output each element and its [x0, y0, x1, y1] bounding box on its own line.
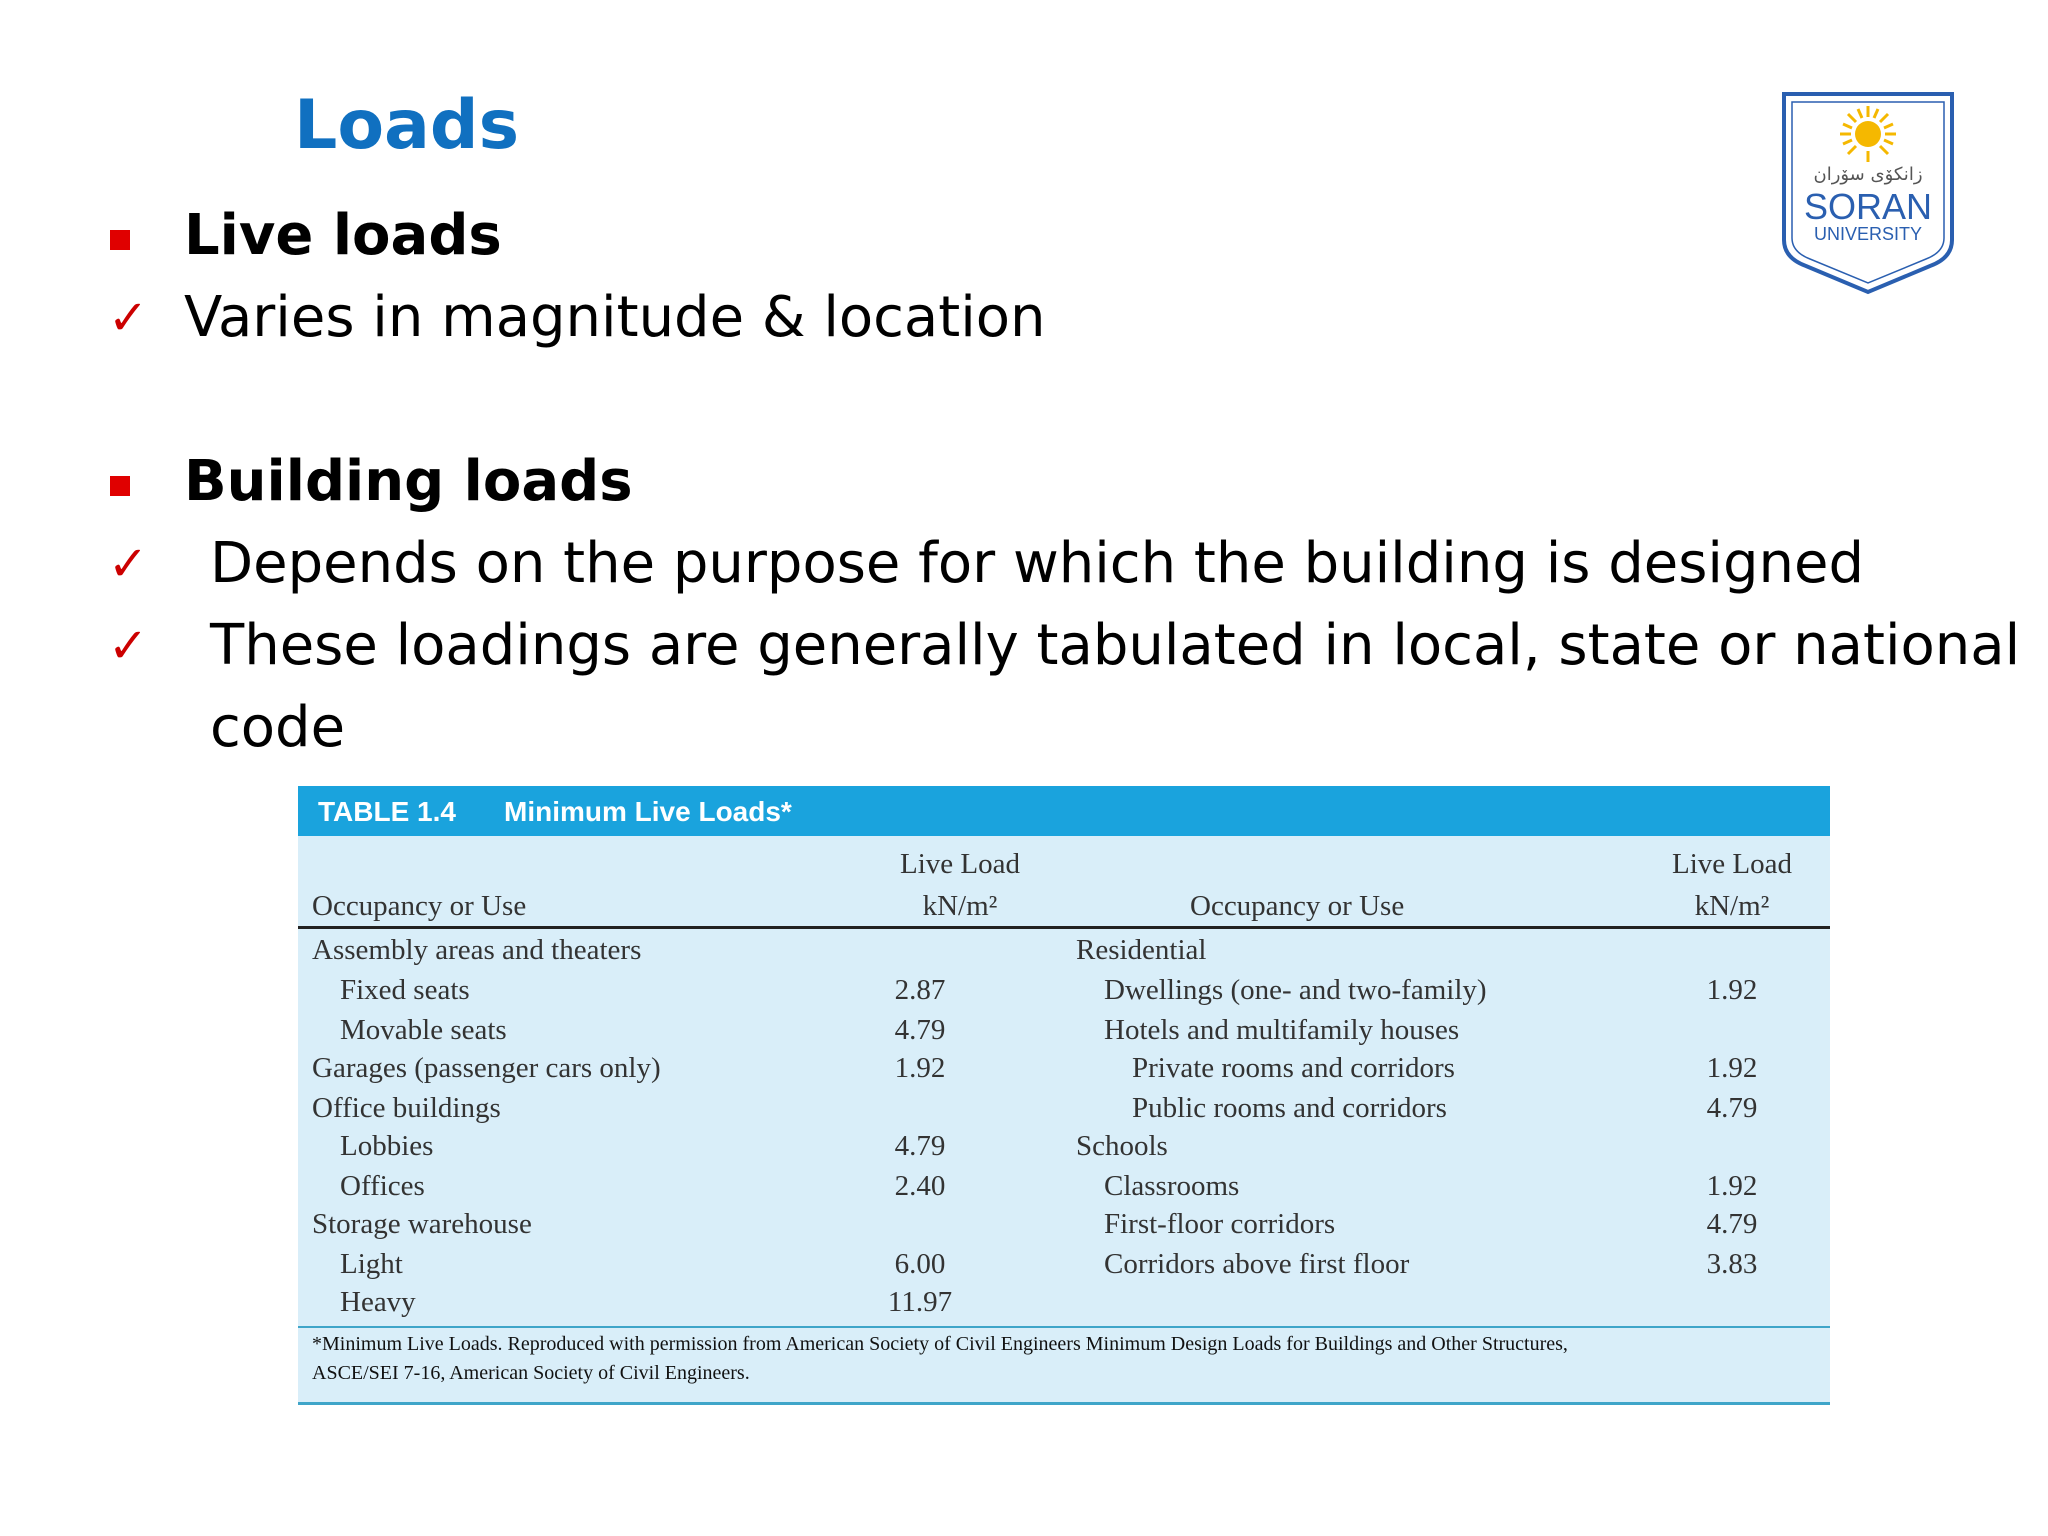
table-row-label: Hotels and multifamily houses — [1104, 1014, 1460, 1046]
col-header-occupancy-left: Occupancy or Use — [312, 890, 527, 922]
sun-icon — [1840, 106, 1896, 162]
table-row-value: 1.92 — [1706, 1170, 1758, 1202]
table-row-value: 4.79 — [1706, 1092, 1758, 1124]
table-row-label: Heavy — [340, 1286, 416, 1318]
table-number: TABLE 1.4 — [318, 796, 456, 827]
logo-arabic-text: زانكۆی سۆران — [1813, 164, 1923, 185]
table-row-label: Lobbies — [340, 1130, 434, 1162]
table-header-bar — [298, 786, 1830, 836]
bullet-text: Building loads — [184, 449, 633, 514]
col-header-occupancy-right: Occupancy or Use — [1190, 890, 1405, 922]
square-bullet-icon — [110, 476, 130, 496]
table-row-value: 11.97 — [887, 1286, 953, 1318]
table-row-value: 1.92 — [1706, 974, 1758, 1006]
table-row-label: Corridors above first floor — [1104, 1248, 1410, 1280]
table-row-label: Storage warehouse — [312, 1208, 532, 1240]
slide-title: Loads — [294, 86, 520, 165]
checkmark-icon: ✓ — [108, 290, 149, 346]
table-row-value: 4.79 — [1706, 1208, 1758, 1240]
table-row-value: 6.00 — [894, 1248, 946, 1280]
col-header-live-load-right: Live Load — [1672, 848, 1792, 880]
col-header-unit-left: kN/m² — [922, 890, 998, 922]
footnote-line: ASCE/SEI 7-16, American Society of Civil Engineers. — [312, 1362, 750, 1384]
bullet-text: code — [210, 695, 346, 760]
table-row-label: Movable seats — [340, 1014, 507, 1046]
table-row-label: Private rooms and corridors — [1132, 1052, 1455, 1084]
checkmark-icon: ✓ — [108, 618, 149, 674]
table-row-label: Office buildings — [312, 1092, 501, 1124]
footnote-rule — [298, 1326, 1830, 1328]
table-row-label: First-floor corridors — [1104, 1208, 1336, 1240]
table-row-value: 4.79 — [894, 1130, 946, 1162]
table-row-label: Garages (passenger cars only) — [312, 1052, 661, 1084]
table-row-label: Residential — [1076, 934, 1207, 966]
table-row-value: 4.79 — [894, 1014, 946, 1046]
table-row-value: 2.87 — [894, 974, 946, 1006]
col-header-live-load-left: Live Load — [900, 848, 1020, 880]
table-row-label: Public rooms and corridors — [1132, 1092, 1447, 1124]
bullet-text: Live loads — [184, 203, 502, 268]
square-bullet-icon — [110, 230, 130, 250]
bullet-text: Depends on the purpose for which the building is designed — [210, 531, 1864, 596]
table-row-value: 1.92 — [1706, 1052, 1758, 1084]
table-row-label: Assembly areas and theaters — [312, 934, 642, 966]
table-row-label: Light — [340, 1248, 403, 1280]
table-row-label: Schools — [1076, 1130, 1168, 1162]
footnote-line: *Minimum Live Loads. Reproduced with permission from American Society of Civil Engineers Minimum Design Loads for Buildings and Other Structures, — [312, 1333, 1568, 1355]
col-header-unit-right: kN/m² — [1694, 890, 1770, 922]
bullet-text: Varies in magnitude & location — [184, 285, 1046, 350]
table-row-label: Fixed seats — [340, 974, 470, 1006]
checkmark-icon: ✓ — [108, 536, 149, 592]
table-row-value: 2.40 — [894, 1170, 946, 1202]
bullet-text: These loadings are generally tabulated in local, state or national — [210, 613, 2021, 678]
table-title: Minimum Live Loads* — [504, 796, 792, 827]
table-row-label: Dwellings (one- and two-family) — [1104, 974, 1487, 1006]
logo-name: SORAN — [1803, 186, 1933, 227]
table-row-value: 1.92 — [894, 1052, 946, 1084]
table-row-label: Offices — [340, 1170, 425, 1202]
live-loads-table — [298, 786, 1830, 1405]
table-row-label: Classrooms — [1104, 1170, 1240, 1202]
header-rule — [298, 926, 1830, 929]
soran-university-logo — [1780, 90, 1956, 296]
table-footnote — [312, 1330, 1822, 1388]
logo-subtitle: UNIVERSITY — [1813, 224, 1923, 244]
table-row-value: 3.83 — [1706, 1248, 1758, 1280]
